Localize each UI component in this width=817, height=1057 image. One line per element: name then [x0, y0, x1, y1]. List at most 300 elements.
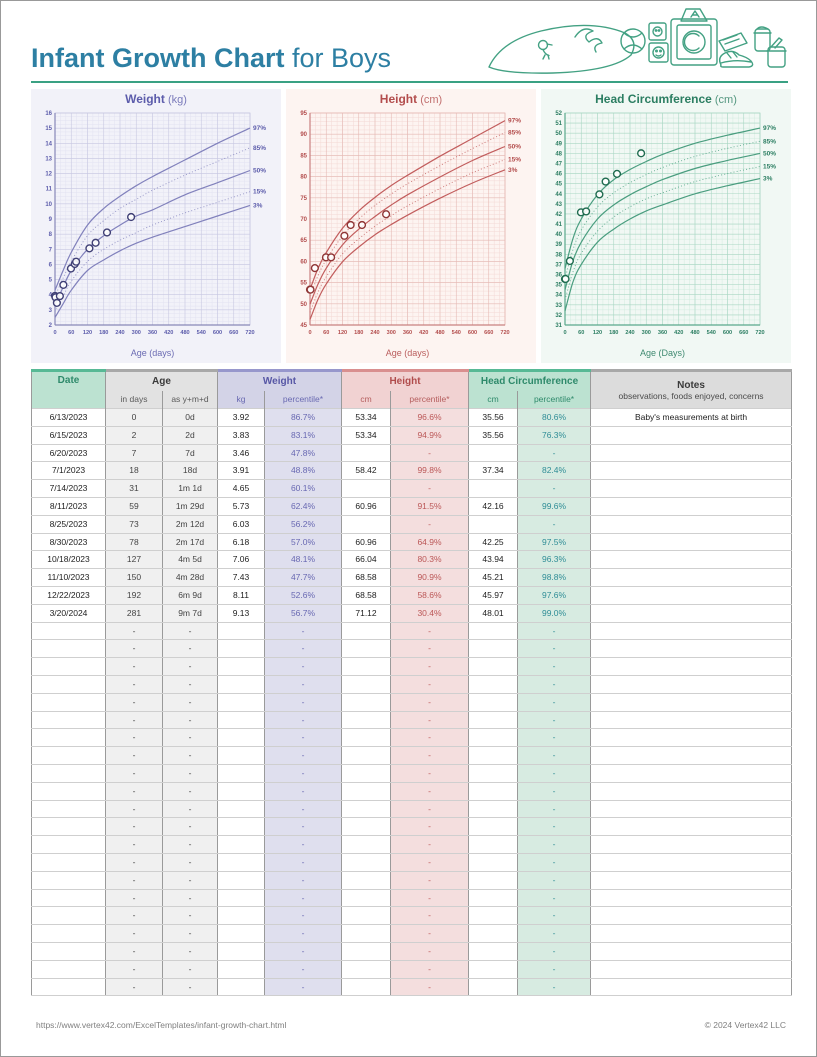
cell-weight-kg[interactable] — [218, 889, 265, 907]
cell-age-days[interactable]: 59 — [106, 497, 163, 515]
cell-head-percentile[interactable]: 96.3% — [518, 551, 591, 569]
cell-height-cm[interactable] — [342, 693, 391, 711]
cell-notes[interactable] — [591, 622, 792, 640]
cell-date[interactable]: 8/25/2023 — [32, 515, 106, 533]
cell-height-percentile[interactable]: - — [391, 853, 469, 871]
cell-head-cm[interactable] — [469, 480, 518, 498]
cell-age-days[interactable]: 0 — [106, 409, 163, 427]
cell-weight-percentile[interactable]: - — [265, 747, 342, 765]
cell-date[interactable] — [32, 622, 106, 640]
cell-head-percentile[interactable]: - — [518, 658, 591, 676]
cell-notes[interactable] — [591, 551, 792, 569]
cell-head-cm[interactable] — [469, 800, 518, 818]
cell-weight-percentile[interactable]: - — [265, 658, 342, 676]
cell-date[interactable]: 8/30/2023 — [32, 533, 106, 551]
cell-height-percentile[interactable]: - — [391, 978, 469, 996]
cell-height-cm[interactable]: 58.42 — [342, 462, 391, 480]
cell-notes[interactable] — [591, 604, 792, 622]
cell-notes[interactable] — [591, 836, 792, 854]
cell-weight-percentile[interactable]: - — [265, 729, 342, 747]
cell-age-days[interactable]: - — [106, 871, 163, 889]
cell-weight-percentile[interactable]: - — [265, 764, 342, 782]
cell-notes[interactable] — [591, 960, 792, 978]
cell-head-cm[interactable] — [469, 640, 518, 658]
cell-weight-kg[interactable] — [218, 925, 265, 943]
cell-head-percentile[interactable]: 97.5% — [518, 533, 591, 551]
cell-age-days[interactable]: - — [106, 889, 163, 907]
cell-notes[interactable] — [591, 925, 792, 943]
cell-weight-kg[interactable] — [218, 836, 265, 854]
cell-head-percentile[interactable]: 76.3% — [518, 426, 591, 444]
cell-height-cm[interactable] — [342, 907, 391, 925]
cell-weight-kg[interactable] — [218, 711, 265, 729]
cell-date[interactable] — [32, 764, 106, 782]
cell-notes[interactable] — [591, 586, 792, 604]
cell-age-days[interactable]: 150 — [106, 569, 163, 587]
cell-age-ymd[interactable]: - — [163, 907, 218, 925]
cell-weight-kg[interactable] — [218, 853, 265, 871]
cell-age-days[interactable]: - — [106, 800, 163, 818]
cell-weight-kg[interactable] — [218, 764, 265, 782]
cell-date[interactable] — [32, 871, 106, 889]
cell-height-cm[interactable] — [342, 747, 391, 765]
cell-head-cm[interactable] — [469, 693, 518, 711]
cell-weight-kg[interactable] — [218, 675, 265, 693]
cell-age-ymd[interactable]: 4m 28d — [163, 569, 218, 587]
cell-height-percentile[interactable]: - — [391, 871, 469, 889]
cell-height-percentile[interactable]: - — [391, 747, 469, 765]
cell-weight-kg[interactable]: 3.91 — [218, 462, 265, 480]
cell-head-cm[interactable] — [469, 942, 518, 960]
cell-age-days[interactable]: 78 — [106, 533, 163, 551]
cell-head-percentile[interactable]: - — [518, 729, 591, 747]
cell-height-cm[interactable]: 60.96 — [342, 497, 391, 515]
cell-age-days[interactable]: - — [106, 836, 163, 854]
cell-weight-kg[interactable] — [218, 640, 265, 658]
cell-head-cm[interactable]: 45.21 — [469, 569, 518, 587]
cell-date[interactable] — [32, 942, 106, 960]
cell-age-ymd[interactable]: 7d — [163, 444, 218, 462]
cell-height-cm[interactable]: 68.58 — [342, 586, 391, 604]
cell-head-percentile[interactable]: - — [518, 693, 591, 711]
cell-age-ymd[interactable]: - — [163, 800, 218, 818]
cell-weight-kg[interactable] — [218, 622, 265, 640]
cell-weight-percentile[interactable]: 48.8% — [265, 462, 342, 480]
cell-age-ymd[interactable]: 1m 29d — [163, 497, 218, 515]
cell-height-cm[interactable]: 60.96 — [342, 533, 391, 551]
cell-age-ymd[interactable]: - — [163, 853, 218, 871]
cell-head-cm[interactable] — [469, 925, 518, 943]
cell-date[interactable] — [32, 693, 106, 711]
cell-weight-percentile[interactable]: - — [265, 871, 342, 889]
cell-height-cm[interactable] — [342, 853, 391, 871]
cell-head-cm[interactable]: 37.34 — [469, 462, 518, 480]
cell-date[interactable] — [32, 818, 106, 836]
cell-height-percentile[interactable]: - — [391, 836, 469, 854]
cell-head-percentile[interactable]: - — [518, 853, 591, 871]
cell-age-ymd[interactable]: - — [163, 675, 218, 693]
cell-weight-kg[interactable]: 5.73 — [218, 497, 265, 515]
cell-head-percentile[interactable]: - — [518, 782, 591, 800]
cell-weight-kg[interactable] — [218, 658, 265, 676]
cell-head-cm[interactable] — [469, 711, 518, 729]
cell-head-cm[interactable] — [469, 764, 518, 782]
cell-head-percentile[interactable]: - — [518, 622, 591, 640]
cell-age-ymd[interactable]: - — [163, 747, 218, 765]
cell-weight-kg[interactable] — [218, 960, 265, 978]
cell-weight-percentile[interactable]: - — [265, 942, 342, 960]
cell-age-days[interactable]: - — [106, 818, 163, 836]
cell-head-percentile[interactable]: 98.8% — [518, 569, 591, 587]
cell-age-ymd[interactable]: - — [163, 942, 218, 960]
cell-age-ymd[interactable]: - — [163, 658, 218, 676]
cell-weight-kg[interactable]: 3.92 — [218, 409, 265, 427]
cell-weight-percentile[interactable]: - — [265, 693, 342, 711]
cell-age-ymd[interactable]: 1m 1d — [163, 480, 218, 498]
cell-head-percentile[interactable]: - — [518, 818, 591, 836]
cell-height-cm[interactable] — [342, 675, 391, 693]
cell-age-ymd[interactable]: 2m 17d — [163, 533, 218, 551]
cell-notes[interactable] — [591, 658, 792, 676]
cell-notes[interactable] — [591, 942, 792, 960]
cell-age-ymd[interactable]: 4m 5d — [163, 551, 218, 569]
cell-head-percentile[interactable]: - — [518, 889, 591, 907]
footer-url-link[interactable]: https://www.vertex42.com/ExcelTemplates/infant-growth-chart.html — [36, 1020, 287, 1030]
cell-height-cm[interactable] — [342, 622, 391, 640]
cell-date[interactable]: 11/10/2023 — [32, 569, 106, 587]
cell-head-percentile[interactable]: - — [518, 480, 591, 498]
cell-weight-percentile[interactable]: 83.1% — [265, 426, 342, 444]
cell-notes[interactable] — [591, 480, 792, 498]
cell-height-percentile[interactable]: 94.9% — [391, 426, 469, 444]
cell-head-cm[interactable]: 42.16 — [469, 497, 518, 515]
cell-notes[interactable] — [591, 800, 792, 818]
cell-head-percentile[interactable]: - — [518, 871, 591, 889]
cell-weight-kg[interactable]: 4.65 — [218, 480, 265, 498]
cell-height-percentile[interactable]: - — [391, 444, 469, 462]
cell-weight-percentile[interactable]: 56.7% — [265, 604, 342, 622]
cell-weight-percentile[interactable]: - — [265, 800, 342, 818]
cell-head-percentile[interactable]: - — [518, 675, 591, 693]
cell-age-days[interactable]: - — [106, 711, 163, 729]
cell-notes[interactable] — [591, 747, 792, 765]
cell-head-percentile[interactable]: - — [518, 907, 591, 925]
cell-head-cm[interactable] — [469, 747, 518, 765]
cell-weight-percentile[interactable]: 48.1% — [265, 551, 342, 569]
cell-weight-kg[interactable]: 3.83 — [218, 426, 265, 444]
cell-weight-kg[interactable] — [218, 942, 265, 960]
cell-notes[interactable] — [591, 871, 792, 889]
cell-height-percentile[interactable]: - — [391, 925, 469, 943]
cell-head-cm[interactable] — [469, 658, 518, 676]
cell-head-percentile[interactable]: - — [518, 960, 591, 978]
cell-height-percentile[interactable]: 30.4% — [391, 604, 469, 622]
cell-age-ymd[interactable]: 2m 12d — [163, 515, 218, 533]
cell-notes[interactable] — [591, 782, 792, 800]
cell-notes[interactable] — [591, 515, 792, 533]
cell-height-cm[interactable] — [342, 836, 391, 854]
cell-head-percentile[interactable]: 99.6% — [518, 497, 591, 515]
cell-height-percentile[interactable]: - — [391, 782, 469, 800]
cell-age-days[interactable]: - — [106, 747, 163, 765]
cell-height-percentile[interactable]: - — [391, 960, 469, 978]
cell-head-cm[interactable]: 35.56 — [469, 409, 518, 427]
cell-date[interactable] — [32, 836, 106, 854]
cell-date[interactable] — [32, 729, 106, 747]
cell-weight-percentile[interactable]: 47.8% — [265, 444, 342, 462]
cell-age-days[interactable]: - — [106, 658, 163, 676]
cell-height-percentile[interactable]: - — [391, 729, 469, 747]
cell-height-cm[interactable]: 53.34 — [342, 409, 391, 427]
cell-weight-percentile[interactable]: 57.0% — [265, 533, 342, 551]
cell-height-cm[interactable] — [342, 658, 391, 676]
cell-age-days[interactable]: - — [106, 978, 163, 996]
cell-age-days[interactable]: - — [106, 925, 163, 943]
cell-age-ymd[interactable]: - — [163, 729, 218, 747]
cell-age-days[interactable]: 18 — [106, 462, 163, 480]
cell-height-percentile[interactable]: - — [391, 480, 469, 498]
cell-head-cm[interactable]: 48.01 — [469, 604, 518, 622]
cell-weight-percentile[interactable]: - — [265, 978, 342, 996]
cell-date[interactable]: 7/14/2023 — [32, 480, 106, 498]
cell-head-cm[interactable] — [469, 836, 518, 854]
cell-head-percentile[interactable]: - — [518, 942, 591, 960]
cell-age-ymd[interactable]: - — [163, 622, 218, 640]
cell-height-percentile[interactable]: - — [391, 764, 469, 782]
cell-weight-kg[interactable] — [218, 729, 265, 747]
cell-age-ymd[interactable]: - — [163, 836, 218, 854]
cell-age-days[interactable]: - — [106, 782, 163, 800]
cell-date[interactable]: 8/11/2023 — [32, 497, 106, 515]
cell-height-cm[interactable] — [342, 942, 391, 960]
cell-weight-percentile[interactable]: 52.6% — [265, 586, 342, 604]
cell-weight-percentile[interactable]: 56.2% — [265, 515, 342, 533]
cell-weight-kg[interactable] — [218, 818, 265, 836]
cell-weight-kg[interactable]: 3.46 — [218, 444, 265, 462]
cell-weight-kg[interactable] — [218, 782, 265, 800]
cell-weight-kg[interactable] — [218, 747, 265, 765]
cell-notes[interactable] — [591, 426, 792, 444]
cell-date[interactable]: 10/18/2023 — [32, 551, 106, 569]
cell-head-cm[interactable] — [469, 871, 518, 889]
cell-weight-percentile[interactable]: - — [265, 907, 342, 925]
cell-height-cm[interactable] — [342, 782, 391, 800]
cell-height-cm[interactable] — [342, 960, 391, 978]
cell-date[interactable]: 6/20/2023 — [32, 444, 106, 462]
cell-height-cm[interactable]: 66.04 — [342, 551, 391, 569]
cell-height-percentile[interactable]: - — [391, 640, 469, 658]
cell-notes[interactable] — [591, 569, 792, 587]
cell-age-days[interactable]: - — [106, 960, 163, 978]
cell-date[interactable] — [32, 658, 106, 676]
cell-date[interactable] — [32, 889, 106, 907]
cell-weight-percentile[interactable]: - — [265, 889, 342, 907]
cell-notes[interactable] — [591, 978, 792, 996]
cell-age-ymd[interactable]: - — [163, 640, 218, 658]
cell-age-days[interactable]: 31 — [106, 480, 163, 498]
cell-date[interactable] — [32, 960, 106, 978]
cell-height-cm[interactable] — [342, 889, 391, 907]
cell-age-ymd[interactable]: - — [163, 960, 218, 978]
cell-height-percentile[interactable]: - — [391, 693, 469, 711]
cell-height-percentile[interactable]: 90.9% — [391, 569, 469, 587]
cell-age-ymd[interactable]: - — [163, 925, 218, 943]
cell-head-percentile[interactable]: - — [518, 515, 591, 533]
cell-weight-kg[interactable]: 9.13 — [218, 604, 265, 622]
cell-head-percentile[interactable]: - — [518, 978, 591, 996]
cell-weight-kg[interactable]: 7.43 — [218, 569, 265, 587]
cell-weight-percentile[interactable]: - — [265, 960, 342, 978]
cell-weight-kg[interactable]: 7.06 — [218, 551, 265, 569]
cell-age-ymd[interactable]: 0d — [163, 409, 218, 427]
cell-height-percentile[interactable]: - — [391, 515, 469, 533]
cell-weight-percentile[interactable]: 86.7% — [265, 409, 342, 427]
cell-age-days[interactable]: 281 — [106, 604, 163, 622]
cell-notes[interactable] — [591, 729, 792, 747]
cell-date[interactable]: 7/1/2023 — [32, 462, 106, 480]
cell-age-ymd[interactable]: - — [163, 782, 218, 800]
cell-head-cm[interactable]: 42.25 — [469, 533, 518, 551]
cell-head-percentile[interactable]: 97.6% — [518, 586, 591, 604]
cell-height-percentile[interactable]: - — [391, 942, 469, 960]
cell-age-ymd[interactable]: - — [163, 818, 218, 836]
cell-height-percentile[interactable]: - — [391, 889, 469, 907]
cell-notes[interactable] — [591, 693, 792, 711]
cell-height-cm[interactable] — [342, 978, 391, 996]
cell-weight-percentile[interactable]: 62.4% — [265, 497, 342, 515]
cell-age-ymd[interactable]: - — [163, 693, 218, 711]
cell-notes[interactable] — [591, 462, 792, 480]
cell-head-percentile[interactable]: - — [518, 711, 591, 729]
cell-age-days[interactable]: - — [106, 622, 163, 640]
cell-age-days[interactable]: 2 — [106, 426, 163, 444]
cell-notes[interactable] — [591, 533, 792, 551]
cell-date[interactable] — [32, 978, 106, 996]
cell-height-cm[interactable] — [342, 818, 391, 836]
cell-height-cm[interactable] — [342, 480, 391, 498]
cell-head-percentile[interactable]: 80.6% — [518, 409, 591, 427]
cell-weight-percentile[interactable]: 60.1% — [265, 480, 342, 498]
cell-head-cm[interactable] — [469, 889, 518, 907]
cell-height-percentile[interactable]: - — [391, 800, 469, 818]
cell-notes[interactable] — [591, 907, 792, 925]
cell-date[interactable] — [32, 711, 106, 729]
cell-height-cm[interactable] — [342, 871, 391, 889]
cell-head-percentile[interactable]: 82.4% — [518, 462, 591, 480]
cell-weight-kg[interactable]: 6.03 — [218, 515, 265, 533]
cell-age-days[interactable]: - — [106, 764, 163, 782]
cell-date[interactable] — [32, 800, 106, 818]
cell-head-cm[interactable] — [469, 729, 518, 747]
cell-age-days[interactable]: 192 — [106, 586, 163, 604]
cell-weight-percentile[interactable]: - — [265, 925, 342, 943]
cell-height-cm[interactable] — [342, 640, 391, 658]
cell-notes[interactable] — [591, 818, 792, 836]
cell-notes[interactable] — [591, 853, 792, 871]
cell-notes[interactable] — [591, 497, 792, 515]
cell-head-cm[interactable]: 43.94 — [469, 551, 518, 569]
cell-date[interactable]: 12/22/2023 — [32, 586, 106, 604]
cell-head-percentile[interactable]: - — [518, 747, 591, 765]
cell-head-cm[interactable] — [469, 853, 518, 871]
cell-age-days[interactable]: - — [106, 907, 163, 925]
cell-weight-percentile[interactable]: - — [265, 853, 342, 871]
cell-age-days[interactable]: 7 — [106, 444, 163, 462]
cell-notes[interactable] — [591, 444, 792, 462]
cell-weight-kg[interactable]: 6.18 — [218, 533, 265, 551]
cell-notes[interactable] — [591, 764, 792, 782]
cell-head-percentile[interactable]: - — [518, 444, 591, 462]
cell-weight-percentile[interactable]: - — [265, 836, 342, 854]
cell-weight-percentile[interactable]: 47.7% — [265, 569, 342, 587]
cell-weight-kg[interactable] — [218, 800, 265, 818]
cell-head-cm[interactable]: 45.97 — [469, 586, 518, 604]
cell-head-percentile[interactable]: - — [518, 640, 591, 658]
cell-height-percentile[interactable]: - — [391, 658, 469, 676]
cell-weight-percentile[interactable]: - — [265, 818, 342, 836]
cell-head-percentile[interactable]: - — [518, 836, 591, 854]
cell-height-cm[interactable]: 71.12 — [342, 604, 391, 622]
cell-head-cm[interactable] — [469, 960, 518, 978]
cell-height-percentile[interactable]: - — [391, 711, 469, 729]
cell-date[interactable]: 6/15/2023 — [32, 426, 106, 444]
cell-date[interactable] — [32, 640, 106, 658]
cell-age-ymd[interactable]: - — [163, 711, 218, 729]
cell-age-days[interactable]: - — [106, 693, 163, 711]
cell-weight-kg[interactable] — [218, 693, 265, 711]
cell-height-percentile[interactable]: 96.6% — [391, 409, 469, 427]
cell-head-percentile[interactable]: - — [518, 764, 591, 782]
cell-weight-kg[interactable] — [218, 871, 265, 889]
cell-height-percentile[interactable]: 64.9% — [391, 533, 469, 551]
cell-head-cm[interactable] — [469, 622, 518, 640]
cell-head-cm[interactable] — [469, 818, 518, 836]
cell-weight-percentile[interactable]: - — [265, 782, 342, 800]
cell-age-days[interactable]: - — [106, 675, 163, 693]
cell-age-days[interactable]: - — [106, 853, 163, 871]
cell-age-ymd[interactable]: 18d — [163, 462, 218, 480]
cell-height-cm[interactable] — [342, 925, 391, 943]
cell-age-days[interactable]: 73 — [106, 515, 163, 533]
cell-age-ymd[interactable]: - — [163, 764, 218, 782]
cell-head-cm[interactable]: 35.56 — [469, 426, 518, 444]
cell-notes[interactable] — [591, 711, 792, 729]
cell-height-cm[interactable] — [342, 515, 391, 533]
cell-head-cm[interactable] — [469, 782, 518, 800]
cell-head-percentile[interactable]: - — [518, 800, 591, 818]
cell-age-days[interactable]: 127 — [106, 551, 163, 569]
cell-age-days[interactable]: - — [106, 640, 163, 658]
cell-age-ymd[interactable]: 2d — [163, 426, 218, 444]
cell-age-days[interactable]: - — [106, 942, 163, 960]
cell-age-ymd[interactable]: 6m 9d — [163, 586, 218, 604]
cell-notes[interactable] — [591, 675, 792, 693]
cell-age-ymd[interactable]: - — [163, 871, 218, 889]
cell-head-cm[interactable] — [469, 907, 518, 925]
cell-age-ymd[interactable]: - — [163, 978, 218, 996]
cell-height-percentile[interactable]: - — [391, 907, 469, 925]
cell-weight-percentile[interactable]: - — [265, 622, 342, 640]
cell-weight-kg[interactable] — [218, 978, 265, 996]
cell-height-percentile[interactable]: 91.5% — [391, 497, 469, 515]
cell-head-percentile[interactable]: 99.0% — [518, 604, 591, 622]
cell-notes[interactable] — [591, 640, 792, 658]
cell-height-percentile[interactable]: - — [391, 675, 469, 693]
cell-height-cm[interactable] — [342, 764, 391, 782]
cell-notes[interactable]: Baby's measurements at birth — [591, 409, 792, 427]
cell-date[interactable] — [32, 925, 106, 943]
cell-height-percentile[interactable]: 80.3% — [391, 551, 469, 569]
